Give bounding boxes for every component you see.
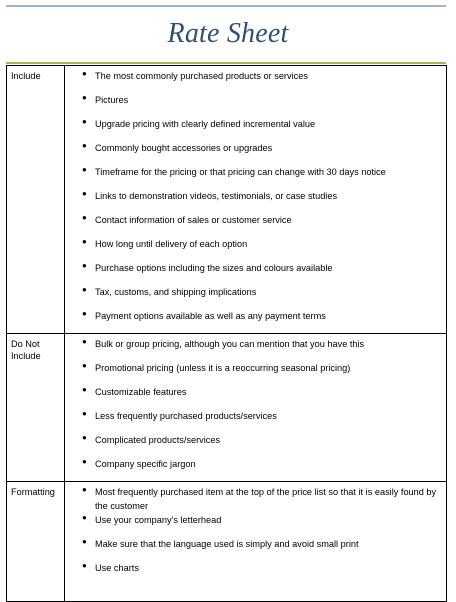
list-item	[65, 561, 446, 585]
list-item-text: Complicated products/services	[95, 435, 221, 445]
list-item-text: Upgrade pricing with clearly defined incremental value	[95, 119, 316, 129]
bullet-icon: ●	[82, 141, 87, 150]
list-item	[65, 309, 446, 333]
list-item	[65, 285, 446, 309]
rate-sheet-table	[6, 65, 447, 602]
list-item-text: Company specific jargon	[95, 459, 196, 469]
page-title: Rate Sheet	[167, 18, 289, 49]
bullet-icon: ●	[82, 485, 87, 494]
list-item-text: Use your company's letterhead	[95, 515, 222, 525]
bullet-icon: ●	[82, 409, 87, 418]
list-item	[65, 69, 446, 93]
bullet-list	[65, 69, 446, 333]
bullet-list	[65, 485, 446, 585]
title-underline	[6, 62, 446, 64]
section-row-do-not-include	[7, 334, 447, 482]
top-rule	[6, 5, 446, 7]
section-items-formatting	[65, 482, 447, 602]
bullet-icon: ●	[82, 237, 87, 246]
list-item-text: Tax, customs, and shipping implications	[95, 287, 257, 297]
list-item	[65, 385, 446, 409]
bullet-icon: ●	[82, 117, 87, 126]
bullet-icon: ●	[82, 285, 87, 294]
bullet-icon: ●	[82, 513, 87, 522]
bullet-icon: ●	[82, 189, 87, 198]
list-item-text: Purchase options including the sizes and colours available	[95, 263, 333, 273]
list-item	[65, 361, 446, 385]
list-item	[65, 213, 446, 237]
section-items-do-not-include	[65, 334, 447, 482]
list-item	[65, 165, 446, 189]
list-item	[65, 337, 446, 361]
list-item	[65, 433, 446, 457]
list-item	[65, 93, 446, 117]
bullet-list	[65, 337, 446, 481]
list-item	[65, 117, 446, 141]
bullet-icon: ●	[82, 537, 87, 546]
section-label-formatting: Formatting	[7, 482, 65, 602]
bullet-icon: ●	[82, 93, 87, 102]
list-item	[65, 485, 446, 513]
list-item-text: Make sure that the language used is simply and avoid small print	[95, 539, 359, 549]
bullet-icon: ●	[82, 561, 87, 570]
list-item	[65, 537, 446, 561]
bullet-icon: ●	[82, 337, 87, 346]
list-item-text: Links to demonstration videos, testimonials, or case studies	[95, 191, 338, 201]
bullet-icon: ●	[82, 433, 87, 442]
bullet-icon: ●	[82, 361, 87, 370]
list-item-text: Promotional pricing (unless it is a reoccurring seasonal pricing)	[95, 363, 351, 373]
list-item	[65, 237, 446, 261]
bullet-icon: ●	[82, 69, 87, 78]
bullet-icon: ●	[82, 385, 87, 394]
bullet-icon: ●	[82, 261, 87, 270]
section-row-include	[7, 66, 447, 334]
list-item-text: Payment options available as well as any payment terms	[95, 311, 326, 321]
list-item-text: Less frequently purchased products/services	[95, 411, 277, 421]
section-label-include: Include	[7, 66, 65, 334]
list-item-text: Timeframe for the pricing or that pricing can change with 30 days notice	[95, 167, 386, 177]
list-item-text: Commonly bought accessories or upgrades	[95, 143, 273, 153]
list-item-text: Bulk or group pricing, although you can mention that you have this	[95, 339, 365, 349]
list-item	[65, 189, 446, 213]
list-item-text: How long until delivery of each option	[95, 239, 248, 249]
list-item	[65, 457, 446, 481]
list-item-text: Pictures	[95, 95, 129, 105]
list-item-text: Customizable features	[95, 387, 187, 397]
list-item	[65, 513, 446, 537]
section-items-include	[65, 66, 447, 334]
list-item	[65, 261, 446, 285]
list-item-text: The most commonly purchased products or services	[95, 71, 308, 81]
list-item	[65, 141, 446, 165]
bullet-icon: ●	[82, 457, 87, 466]
bullet-icon: ●	[82, 165, 87, 174]
list-item-text: Use charts	[95, 563, 139, 573]
list-item-text: Contact information of sales or customer service	[95, 215, 292, 225]
section-label-do-not-include: Do Not Include	[7, 334, 65, 482]
bullet-icon: ●	[82, 309, 87, 318]
bullet-icon: ●	[82, 213, 87, 222]
list-item-text: Most frequently purchased item at the top of the price list so that it is easily found by the customer	[95, 487, 437, 511]
list-item	[65, 409, 446, 433]
section-row-formatting	[7, 482, 447, 602]
